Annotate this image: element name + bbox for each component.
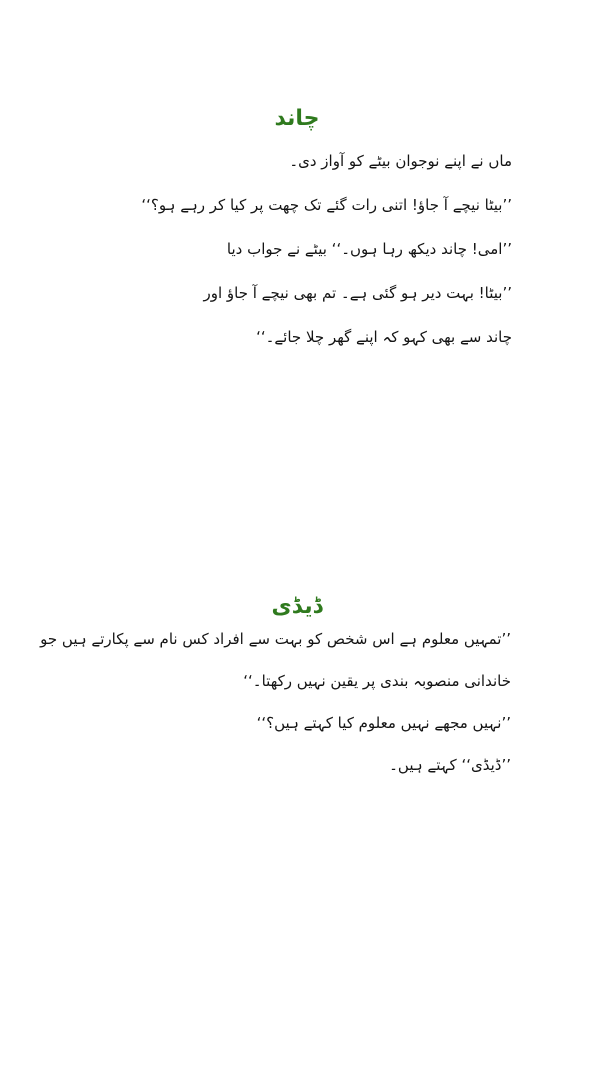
- story-line: ’’نہیں مجھے نہیں معلوم کیا کہتے ہیں؟‘‘: [256, 714, 511, 732]
- story-line: خاندانی منصوبہ بندی پر یقین نہیں رکھتا۔‘‘: [243, 672, 511, 690]
- story-line: ’’بیٹا! بہت دیر ہو گئی ہے۔ تم بھی نیچے آ جاؤ اور: [203, 284, 512, 302]
- story-body: [72, 150, 512, 370]
- story-line: ’’امی! چاند دیکھ رہا ہوں۔‘‘ بیٹے نے جواب دیا: [226, 240, 512, 258]
- story-line: ’’ڈیڈی‘‘ کہتے ہیں۔: [389, 756, 511, 774]
- story-title: چاند: [274, 106, 320, 131]
- story-body: [1, 628, 511, 796]
- story-daddy: [0, 590, 594, 774]
- story-chand: [0, 102, 594, 346]
- story-line: ماں نے اپنے نوجوان بیٹے کو آواز دی۔: [289, 152, 512, 170]
- story-line: ’’تمہیں معلوم ہے اس شخص کو بہت سے افراد کس نام سے پکارتے ہیں جو: [40, 630, 511, 648]
- story-title: ڈیڈی: [271, 594, 323, 619]
- story-line: ’’بیٹا نیچے آ جاؤ! اتنی رات گئے تک چھت پر کیا کر رہے ہو؟‘‘: [141, 196, 512, 214]
- story-line: چاند سے بھی کہو کہ اپنے گھر چلا جائے۔‘‘: [256, 328, 512, 346]
